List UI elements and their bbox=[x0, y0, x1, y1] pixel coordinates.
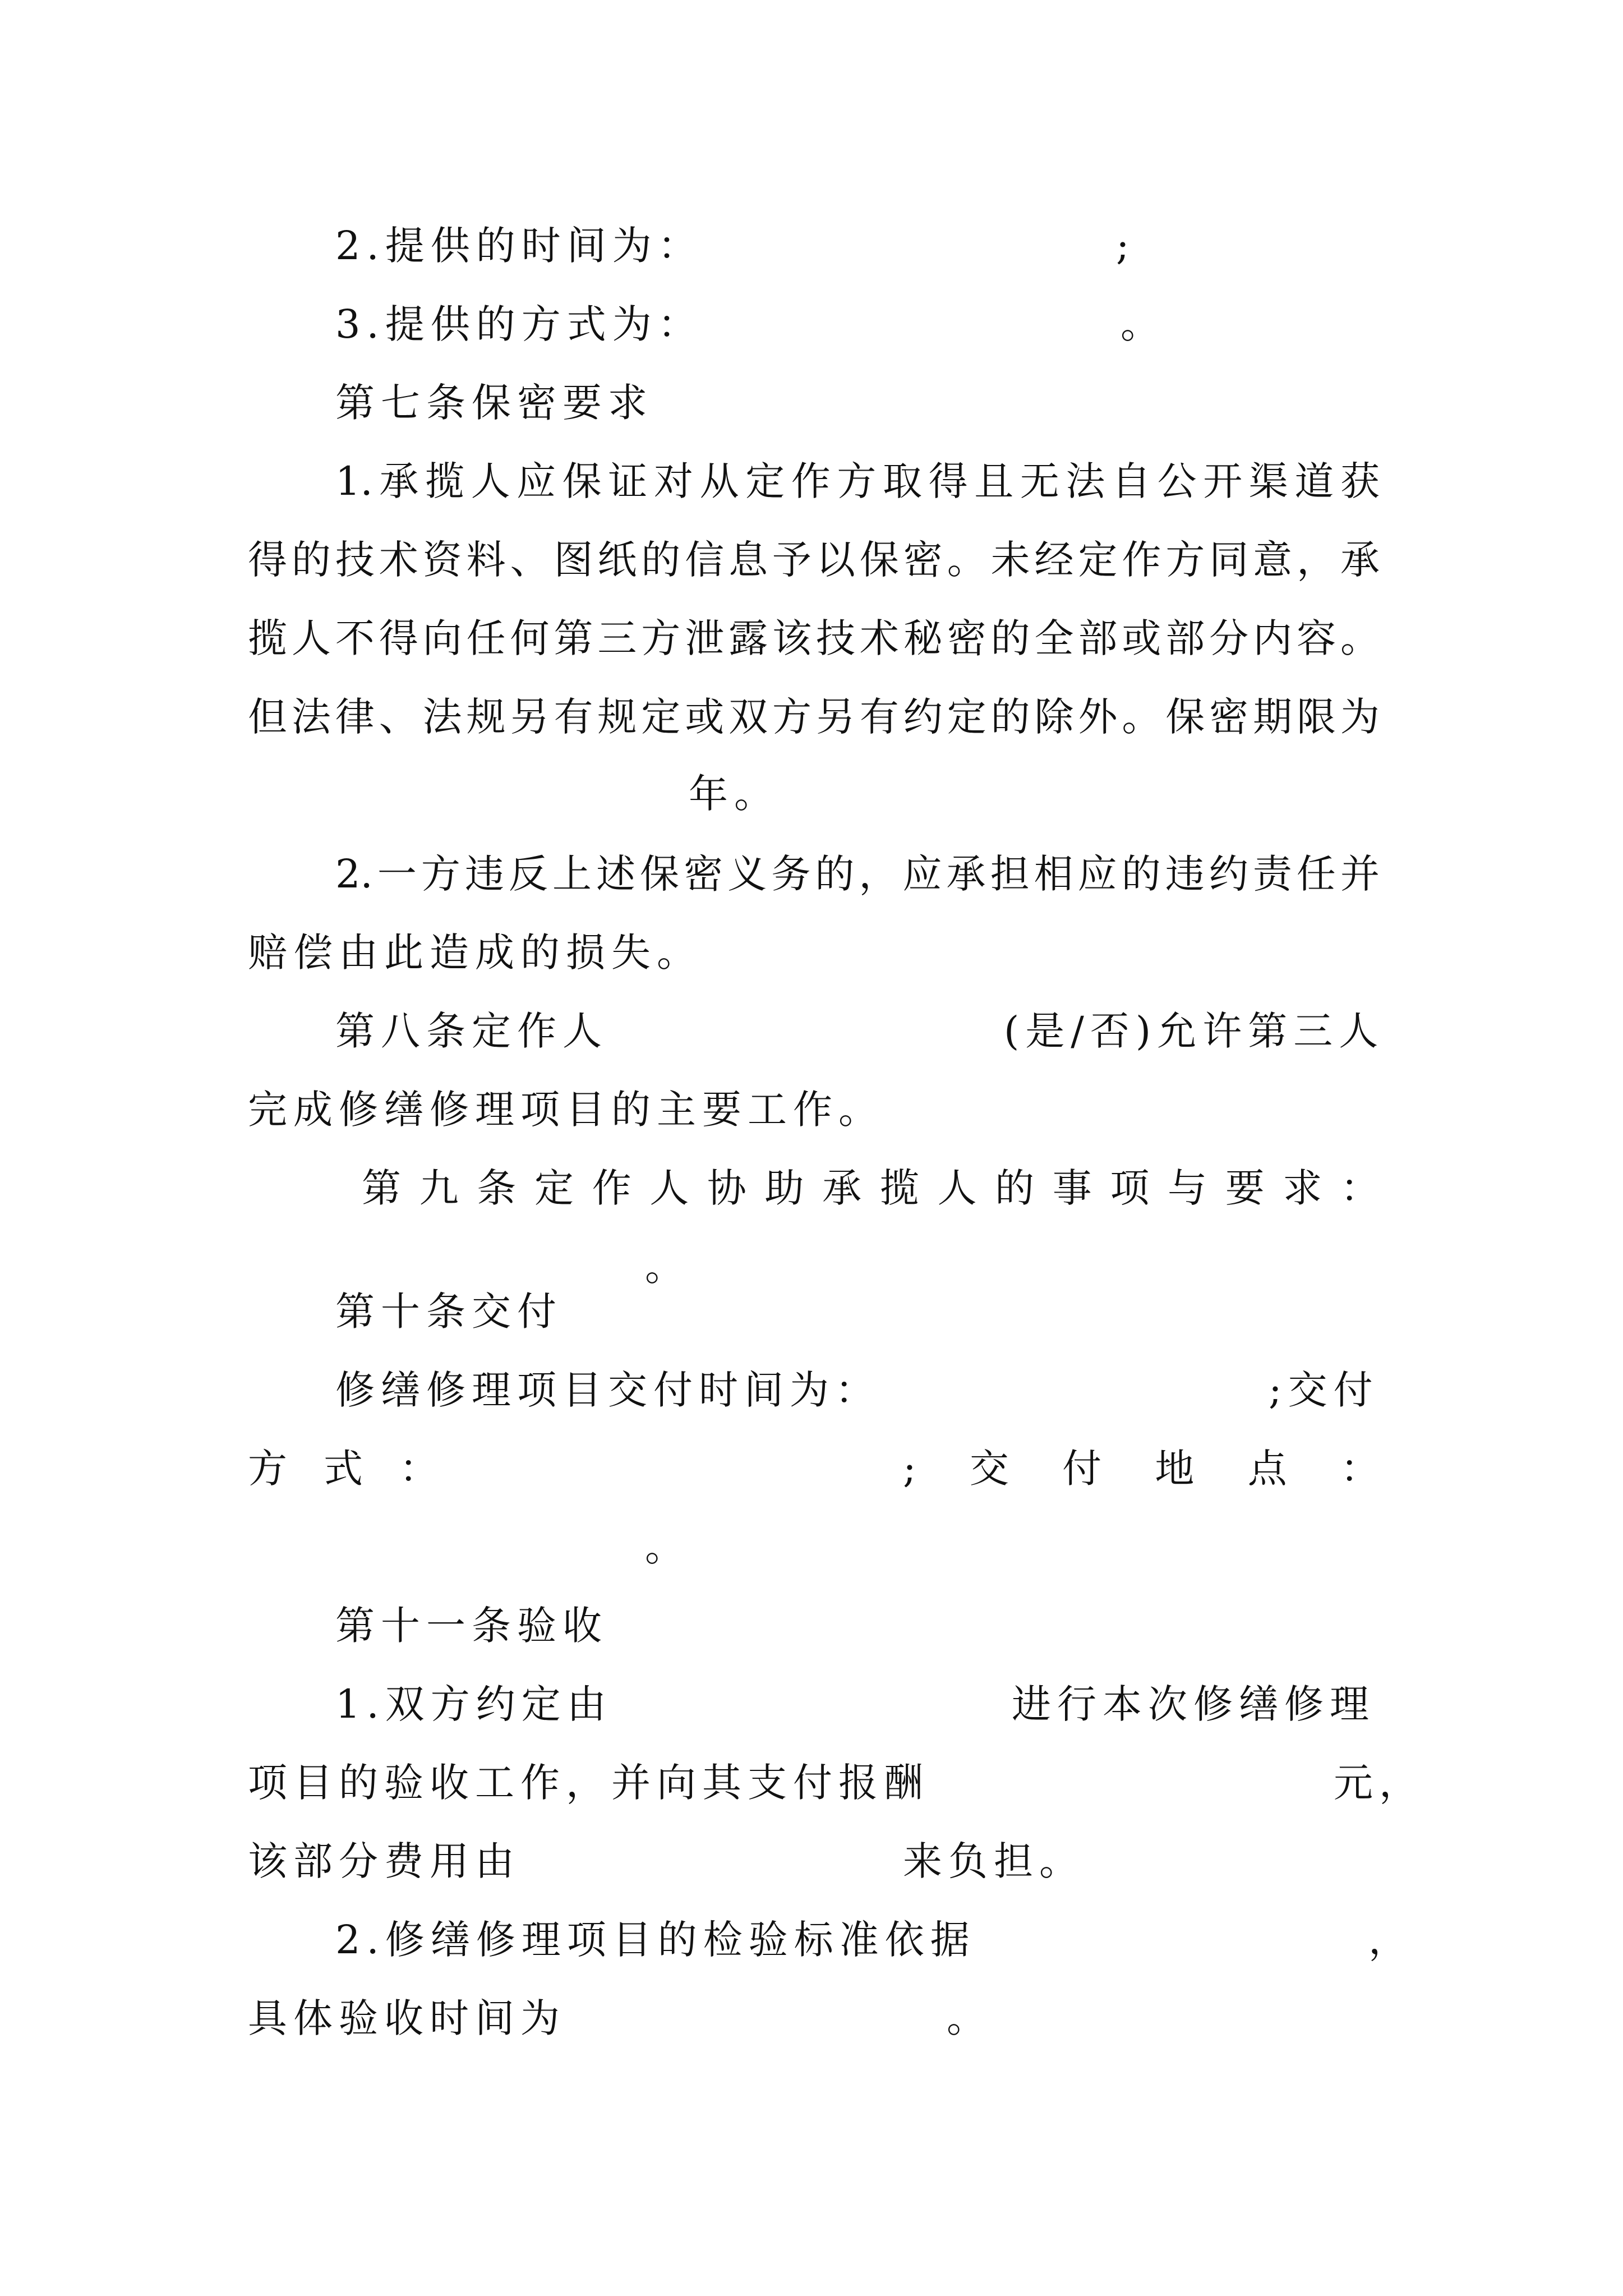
clause-6-item-3: 3.提供的方式为： bbox=[335, 301, 703, 347]
clause-11-item-2-line-1-end: ， bbox=[1368, 1917, 1414, 1963]
clause-7-item-2-line-1: 2.一方违反上述保密义务的，应承担相应的违约责任并 bbox=[335, 851, 1380, 897]
clause-10-delivery-method: 方式： bbox=[248, 1446, 439, 1492]
clause-11-item-2-line-1: 2.修缮修理项目的检验标准依据 bbox=[335, 1917, 976, 1963]
clause-11-item-1-line-1: 1.双方约定由 bbox=[335, 1681, 612, 1727]
clause-7-item-1-line-2: 得的技术资料、图纸的信息予以保密。未经定作方同意，承 bbox=[248, 537, 1380, 583]
clause-10-delivery-place: ;交付地点： bbox=[903, 1446, 1380, 1492]
clause-9-end: 。 bbox=[645, 1244, 690, 1290]
clause-8-line-2: 完成修缮修理项目的主要工作。 bbox=[248, 1087, 884, 1133]
clause-10-delivery-time: 修缮修理项目交付时间为： bbox=[335, 1367, 880, 1413]
clause-11-item-2-line-2-end: 。 bbox=[947, 1995, 992, 2041]
clause-11-item-1-line-2-end: 元， bbox=[1334, 1760, 1424, 1806]
clause-7-item-1-line-1: 1.承揽人应保证对从定作方取得且无法自公开渠道获 bbox=[335, 458, 1380, 504]
clause-8-yes-no: (是/否)允许第三人 bbox=[1004, 1008, 1385, 1054]
clause-10-heading: 第十条交付 bbox=[335, 1289, 562, 1335]
clause-11-item-1-line-3-end: 来负担。 bbox=[903, 1838, 1085, 1884]
clause-7-item-1-line-5: 年。 bbox=[689, 771, 780, 817]
clause-6-item-3-end: 。 bbox=[1121, 301, 1166, 347]
clause-11-heading: 第十一条验收 bbox=[335, 1603, 608, 1649]
clause-7-item-1-line-4: 但法律、法规另有规定或双方另有约定的除外。保密期限为 bbox=[248, 694, 1380, 740]
clause-11-item-2-line-2: 具体验收时间为 bbox=[248, 1995, 566, 2041]
clause-6-item-2: 2.提供的时间为： bbox=[335, 223, 703, 269]
clause-10-delivery-time-end: ;交付 bbox=[1269, 1367, 1379, 1413]
clause-8-heading: 第八条定作人 bbox=[335, 1008, 608, 1054]
clause-7-item-1-line-3: 揽人不得向任何第三方泄露该技术秘密的全部或部分内容。 bbox=[248, 615, 1380, 661]
clause-6-item-2-end: ; bbox=[1116, 223, 1136, 269]
clause-9-heading: 第九条定作人协助承揽人的事项与要求： bbox=[362, 1165, 1380, 1211]
clause-7-heading: 第七条保密要求 bbox=[335, 380, 653, 426]
clause-11-item-1-line-3: 该部分费用由 bbox=[248, 1838, 520, 1884]
clause-10-end: 。 bbox=[645, 1524, 690, 1570]
clause-11-item-1-line-2: 项目的验收工作，并向其支付报酬 bbox=[248, 1760, 929, 1806]
clause-7-item-2-line-2: 赔偿由此造成的损失。 bbox=[248, 930, 702, 976]
clause-11-item-1-line-1-end: 进行本次修缮修理 bbox=[1012, 1681, 1375, 1727]
